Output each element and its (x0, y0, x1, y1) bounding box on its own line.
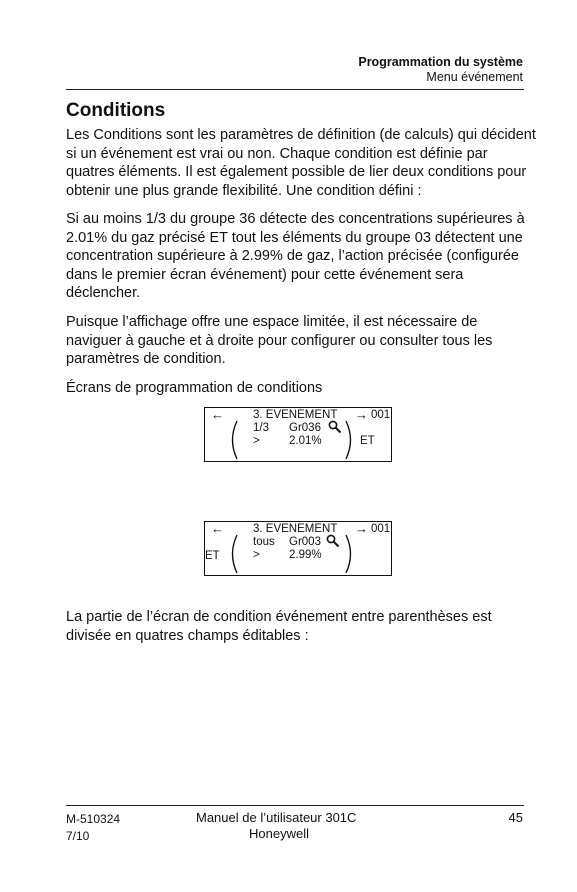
condition-group: Gr003 (289, 536, 321, 548)
intro-paragraph: Les Conditions sont les paramètres de définition (de calculs) qui décident si un événement est vrai ou non. Chaque condition est définie par quatres éléments. Il est également possible de lier deux conditions pour obtenir une plus grande flexibilité. Une condition défini : (66, 127, 536, 199)
link-operator-left: ET (205, 550, 220, 562)
condition-qualifier: 1/3 (253, 422, 269, 434)
right-arrow-icon: → (355, 521, 368, 536)
footer-divider (66, 805, 524, 806)
condition-value: 2.99% (289, 549, 322, 561)
close-parenthesis-icon (344, 420, 356, 460)
condition-value: 2.01% (289, 435, 322, 447)
event-number: 001 (371, 409, 391, 421)
open-parenthesis-icon (227, 534, 239, 574)
left-arrow-icon: ← (211, 407, 224, 422)
subsection-title: Menu événement (426, 70, 523, 84)
search-icon (326, 534, 340, 548)
condition-group: Gr036 (289, 422, 321, 434)
fields-paragraph: La partie de l’écran de condition événement entre parenthèses est divisée en quatres champs éditables : (66, 609, 492, 644)
revision-date: 7/10 (66, 829, 90, 843)
screens-caption: Écrans de programmation de conditions (66, 380, 323, 396)
manual-title: Manuel de l’utilisateur 301C (196, 810, 357, 825)
screen-title: 3. EVENEMENT (253, 523, 338, 535)
company-name: Honeywell (249, 826, 309, 841)
right-arrow-icon: → (355, 407, 368, 422)
document-number: M-510324 (66, 812, 121, 826)
page-heading: Conditions (66, 100, 166, 121)
condition-qualifier: tous (253, 536, 275, 548)
navigation-paragraph: Puisque l’affichage offre une espace limitée, il est nécessaire de naviguer à gauche et à droite pour configurer ou consulter tous les paramètres de condition. (66, 314, 493, 367)
condition-operator: > (253, 435, 260, 447)
section-title: Programmation du système (358, 55, 523, 69)
condition-screen-2 (204, 521, 392, 576)
page-number: 45 (508, 810, 523, 825)
event-number: 001 (371, 523, 391, 535)
close-parenthesis-icon (344, 534, 356, 574)
link-operator-right: ET (360, 435, 375, 447)
search-icon (328, 420, 342, 434)
condition-screen-1 (204, 407, 392, 462)
header-divider (66, 89, 524, 90)
screen-title: 3. EVENEMENT (253, 409, 338, 421)
left-arrow-icon: ← (211, 521, 224, 536)
example-paragraph: Si au moins 1/3 du groupe 36 détecte des concentrations supérieures à 2.01% du gaz précisé ET tout les éléments du groupe 03 détectent une concentration supérieure à 2.99% de gaz, l’action précisée (configurée dans le premier écran événement) pour cette événement sera déclencher. (66, 211, 525, 301)
open-parenthesis-icon (227, 420, 239, 460)
condition-operator: > (253, 549, 260, 561)
